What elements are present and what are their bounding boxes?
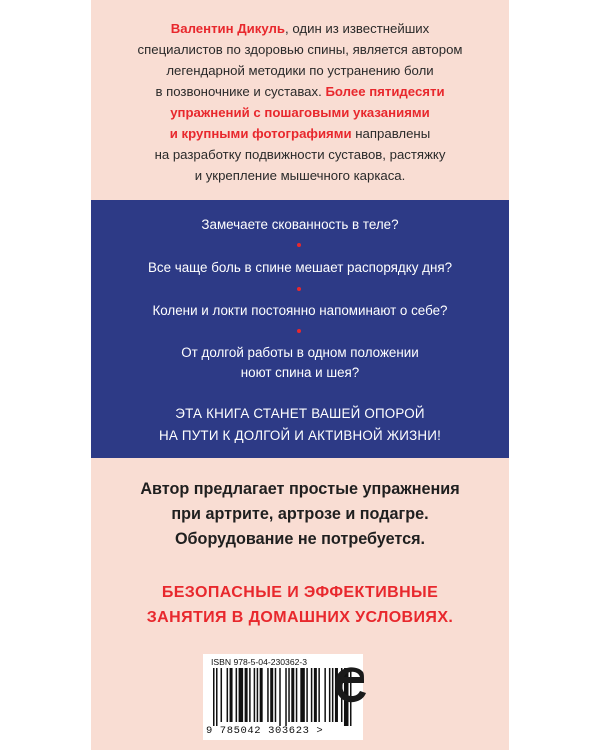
isbn-label: ISBN 978-5-04-230362-3 bbox=[211, 657, 308, 667]
barcode-bar bbox=[254, 668, 256, 722]
intro-text: направлены bbox=[351, 126, 431, 141]
barcode-bar bbox=[245, 668, 248, 722]
highlight-line: упражнений с пошаговыми указаниями bbox=[170, 105, 430, 120]
barcode-bar bbox=[257, 668, 259, 722]
question: Замечаете скованность в теле? bbox=[201, 217, 399, 232]
intro-line: легендарной методики по устранению боли bbox=[166, 63, 434, 78]
barcode-bar bbox=[318, 668, 320, 722]
book-back-cover bbox=[91, 0, 509, 750]
barcode-bar bbox=[249, 668, 251, 722]
slogan bbox=[91, 403, 509, 447]
highlight-text: и крупными фотографиями bbox=[169, 126, 352, 141]
barcode-bar bbox=[267, 668, 269, 722]
intro-line bbox=[91, 18, 509, 39]
question: Все чаще боль в спине мешает распорядку дня? bbox=[147, 260, 453, 275]
barcode-bar bbox=[239, 668, 244, 722]
barcode-digits: 9 785042 303623 > bbox=[206, 725, 324, 737]
author-line: Оборудование не потребуется. bbox=[174, 530, 426, 548]
slogan-line: ЭТА КНИГА СТАНЕТ ВАШЕЙ ОПОРОЙ bbox=[175, 406, 425, 421]
barcode-bar bbox=[227, 668, 229, 722]
barcode-bar bbox=[300, 668, 305, 722]
barcode-bar bbox=[221, 668, 223, 722]
highlight-text: Более пятидесяти bbox=[325, 84, 445, 99]
barcode-bar bbox=[279, 668, 281, 726]
bullet-dot-icon bbox=[297, 329, 301, 333]
barcode-bar bbox=[213, 668, 215, 726]
barcode-bar bbox=[285, 668, 287, 726]
intro-line bbox=[91, 123, 509, 144]
barcode-bar bbox=[230, 668, 233, 722]
barcode-bar bbox=[311, 668, 313, 722]
barcode-bar bbox=[260, 668, 263, 722]
question: ноют спина и шея? bbox=[240, 365, 360, 380]
barcode-bar bbox=[306, 668, 308, 722]
barcode-bar bbox=[314, 668, 317, 722]
barcode-bar bbox=[288, 668, 290, 722]
author-statement bbox=[91, 477, 509, 552]
barcode-bar bbox=[275, 668, 277, 722]
intro-line bbox=[91, 81, 509, 102]
barcode-bar bbox=[296, 668, 298, 722]
questions-panel bbox=[91, 200, 509, 458]
question: Колени и локти постоянно напоминают о себе? bbox=[152, 303, 448, 318]
bullet-dot-icon bbox=[297, 243, 301, 247]
slogan-line: НА ПУТИ К ДОЛГОЙ И АКТИВНОЙ ЖИЗНИ! bbox=[158, 428, 441, 443]
barcode-bar bbox=[324, 668, 326, 722]
intro-text: , один из известнейших bbox=[285, 21, 430, 36]
eksmo-e-logo-icon bbox=[330, 658, 370, 714]
question: От долгой работы в одном положении bbox=[181, 345, 419, 360]
intro-line: и укрепление мышечного каркаса. bbox=[194, 168, 406, 183]
author-line: Автор предлагает простые упражнения bbox=[140, 480, 460, 498]
cta-line: ЗАНЯТИЯ В ДОМАШНИХ УСЛОВИЯХ. bbox=[146, 609, 454, 626]
intro-line: специалистов по здоровью спины, является автором bbox=[137, 42, 463, 57]
barcode-bar bbox=[291, 668, 294, 722]
call-to-action bbox=[91, 580, 509, 630]
barcode-bar bbox=[236, 668, 238, 722]
bullet-dot-icon bbox=[297, 287, 301, 291]
intro-paragraph bbox=[91, 0, 509, 196]
barcode-bar bbox=[270, 668, 273, 722]
author-line: при артрите, артрозе и подагре. bbox=[171, 505, 429, 523]
author-name: Валентин Дикуль bbox=[170, 21, 286, 36]
cta-line: БЕЗОПАСНЫЕ И ЭФФЕКТИВНЫЕ bbox=[161, 584, 439, 601]
intro-text: в позвоночнике и суставах. bbox=[155, 84, 326, 99]
intro-line: на разработку подвижности суставов, растяжку bbox=[154, 147, 446, 162]
barcode-bar bbox=[216, 668, 218, 726]
